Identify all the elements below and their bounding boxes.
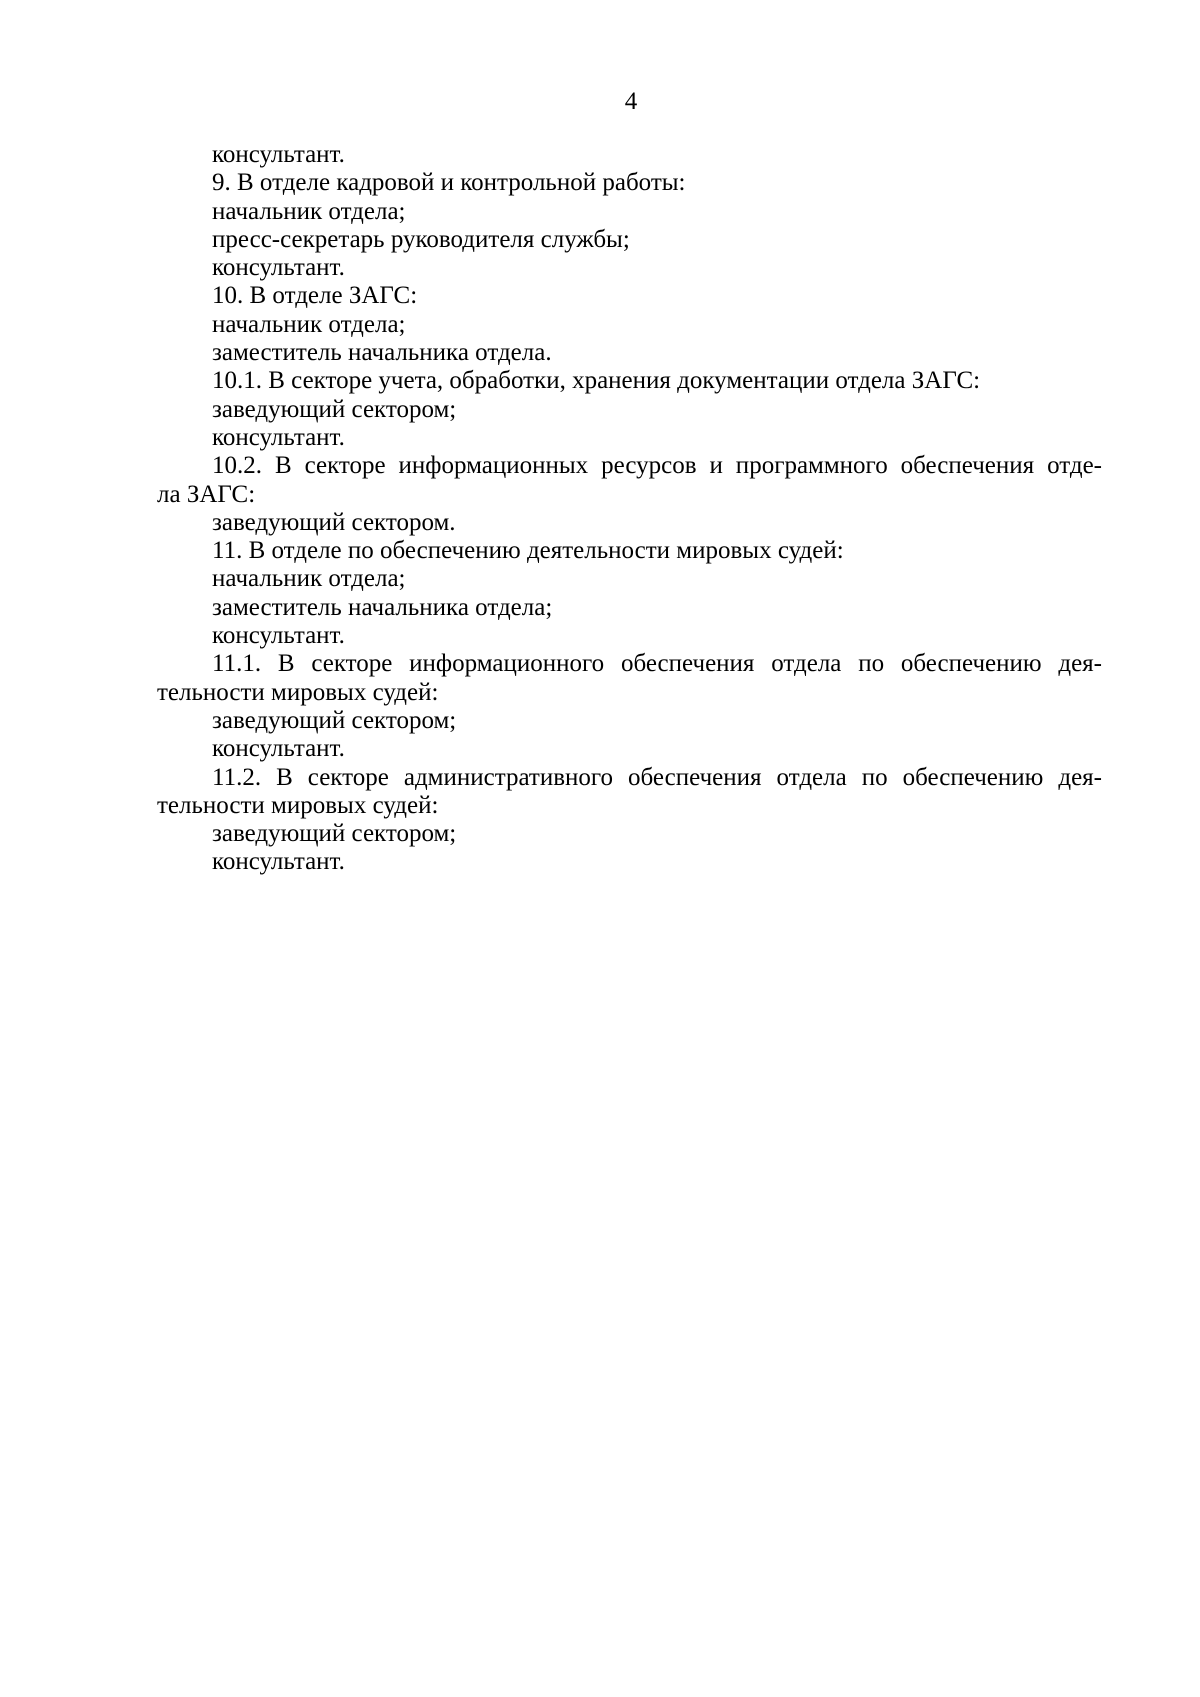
text-line: консультант.: [212, 254, 345, 282]
text-line: консультант.: [212, 848, 345, 876]
text-line: заместитель начальника отдела;: [212, 593, 553, 621]
text-line: начальник отдела;: [212, 310, 406, 338]
document-body: [157, 141, 1102, 877]
text-line: заведующий сектором.: [212, 508, 456, 536]
text-line: заведующий сектором;: [212, 820, 457, 848]
section-heading: 9. В отделе кадровой и контрольной работы:: [212, 169, 686, 197]
section-heading: 11.1. В секторе информационного обеспечения отдела по обеспечению дея-: [212, 650, 1102, 678]
section-heading: 11.2. В секторе административного обеспечения отдела по обеспечению дея-: [212, 763, 1102, 791]
section-heading-continuation: тельности мировых судей:: [157, 678, 439, 706]
section-heading-continuation: ла ЗАГС:: [157, 480, 256, 508]
text-line: начальник отдела;: [212, 565, 406, 593]
text-line: заместитель начальника отдела.: [212, 339, 552, 367]
section-heading: 10. В отделе ЗАГС:: [212, 282, 418, 310]
section-heading: 10.1. В секторе учета, обработки, хранения документации отдела ЗАГС:: [212, 367, 981, 395]
section-heading-continuation: тельности мировых судей:: [157, 791, 439, 819]
text-line: консультант.: [212, 423, 345, 451]
section-heading: 11. В отделе по обеспечению деятельности мировых судей:: [212, 537, 844, 565]
section-heading: 10.2. В секторе информационных ресурсов и программного обеспечения отде-: [212, 452, 1102, 480]
text-line: консультант.: [212, 141, 345, 168]
text-line: консультант.: [212, 735, 345, 763]
text-line: заведующий сектором;: [212, 395, 457, 423]
text-line: начальник отдела;: [212, 197, 406, 225]
text-line: пресс-секретарь руководителя службы;: [212, 225, 630, 253]
text-line: консультант.: [212, 622, 345, 650]
page-number: 4: [624, 88, 638, 115]
text-line: заведующий сектором;: [212, 706, 457, 734]
